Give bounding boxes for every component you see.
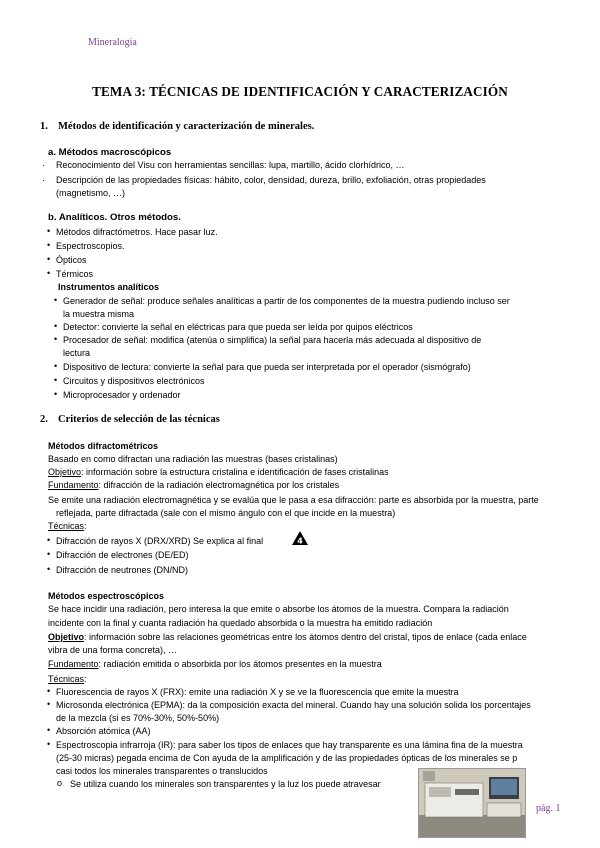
bullet-icon: • [54, 361, 58, 371]
list-item: Espectroscopia infrarroja (IR): para saber los tipos de enlaces que hay transparente es una lámina fina de la muestra [56, 740, 523, 750]
page-number: pág. 1 [536, 803, 561, 814]
circle-bullet-icon: o [57, 778, 63, 788]
list-item: Detector: convierte la señal en eléctricas para que pueda ser leída por quipos eléctricos [63, 322, 413, 332]
bullet-icon: • [47, 686, 51, 696]
bullet-icon: • [47, 240, 51, 250]
spectroscopic-objective [48, 631, 527, 644]
bullet-icon: • [47, 564, 51, 574]
list-item: Generador de señal: produce señales analíticas a partir de los componentes de la muestra pudiendo incluso ser [63, 296, 510, 306]
spectroscopic-objective-continued: vibra de una forma concreta), … [48, 645, 178, 655]
bullet-icon: • [47, 226, 51, 236]
section-2-number: 2. [40, 414, 48, 425]
list-item: Procesador de señal: modifica (atenúa o simplifica) la señal para hacerla más adecuada al dispositivo de [63, 335, 482, 345]
list-item: Espectroscopios. [56, 241, 125, 251]
list-item: Dispositivo de lectura: convierte la señal para que pueda ser interpretada por el operador (sismógrafo) [63, 362, 471, 372]
list-item-continued: lectura [63, 348, 91, 358]
bullet-icon: • [54, 321, 58, 331]
sub-list-item: Se utiliza cuando los minerales son transparentes y la luz los puede atravesar [70, 779, 381, 789]
list-item: Métodos difractómetros. Hace pasar luz. [56, 227, 218, 237]
bullet-icon: • [47, 699, 51, 709]
list-item: Fluorescencia de rayos X (FRX): emite una radiación X y se ve la fluorescencia que emite la muestra [56, 687, 459, 697]
spectroscopic-description: Se hace incidir una radiación, pero interesa la que emite o absorbe los átomos de la muestra. Compara la radiación [48, 604, 509, 614]
techniques-colon: : [84, 674, 87, 684]
list-item-continued: la muestra misma [63, 309, 135, 319]
section-2-heading [40, 414, 220, 425]
list-item: Circuitos y dispositivos electrónicos [63, 376, 205, 386]
list-item: Difracción de neutrones (DN/ND) [56, 565, 189, 575]
bullet-icon: • [47, 268, 51, 278]
techniques-label [48, 520, 87, 533]
diffraction-fundamentals [48, 479, 339, 492]
section-1-number: 1. [40, 121, 48, 132]
fundamentals-label: Fundamento [48, 480, 99, 490]
bullet-icon: • [47, 739, 51, 749]
spectroscopic-description-continued: incidente con la final y cuanta radiación ha quedado absorbida o la muestra ha emitido radiación [48, 618, 433, 628]
techniques-label-text: Técnicas [48, 521, 85, 531]
list-item: Difracción de rayos X (DRX/XRD) Se explica al final [56, 536, 264, 546]
bullet-icon: • [54, 375, 58, 385]
bullet-icon: • [47, 725, 51, 735]
list-item: Descripción de las propiedades físicas: hábito, color, densidad, dureza, brillo, exfoliación, otras propiedades [56, 175, 486, 185]
subsection-b-title: b. Analíticos. Otros métodos. [48, 212, 181, 223]
list-item: Térmicos [56, 269, 94, 279]
techniques-label [48, 673, 87, 686]
diffraction-objective [48, 466, 389, 479]
objective-text: : información sobre la estructura cristalina e identificación de fases cristalinas [81, 467, 389, 477]
fundamentals-text: : radiación emitida o absorbida por los átomos presentes en la muestra [98, 659, 382, 669]
spectrometer-image [419, 769, 525, 837]
bullet-icon: · [42, 160, 45, 170]
objective-label: Objetivo [48, 632, 85, 642]
list-item: Ópticos [56, 255, 87, 265]
bullet-icon: • [54, 334, 58, 344]
list-item-continued: (magnetismo, …) [56, 188, 126, 198]
section-2-title: Criterios de selección de las técnicas [58, 414, 220, 425]
bullet-icon: • [47, 535, 51, 545]
fundamentals-text: : difracción de la radiación electromagnética por los cristales [98, 480, 340, 490]
bullet-icon: • [54, 295, 58, 305]
list-item: Microprocesador y ordenador [63, 390, 181, 400]
diffraction-basis: Basado en como difractan una radiación las muestras (bases cristalinas) [48, 454, 338, 464]
spectroscopic-methods-title: Métodos espectroscópicos [48, 591, 165, 601]
diffraction-description: Se emite una radiación electromagnética y se evalúa que le pasa a esa difracción: parte es absorbida por la muestra, parte [48, 495, 539, 505]
list-item-continued: de la mezcla (si es 70%-30%, 50%-50%) [56, 713, 220, 723]
techniques-colon: : [84, 521, 87, 531]
document-header: Mineralogía [88, 37, 137, 48]
instruments-title: Instrumentos analíticos [58, 282, 160, 292]
subsection-a-title: a. Métodos macroscópicos [48, 147, 172, 158]
bullet-icon: • [47, 254, 51, 264]
svg-text:4: 4 [297, 536, 303, 546]
list-item: Difracción de electrones (DE/ED) [56, 550, 189, 560]
spectrometer-photo [418, 768, 526, 838]
list-item-continued: casi todos los minerales transparentes o translucidos [56, 766, 268, 776]
section-1-title: Métodos de identificación y caracterización de minerales. [58, 121, 315, 132]
list-item: Absorción atómica (AA) [56, 726, 151, 736]
page-title: TEMA 3: TÉCNICAS DE IDENTIFICACIÓN Y CARACTERIZACIÓN [92, 84, 508, 99]
bullet-icon: • [54, 389, 58, 399]
section-1-heading [40, 121, 314, 132]
diffraction-description-continued: reflejada, parte difractada (sale con el mismo ángulo con el que incide en la muestra) [56, 508, 396, 518]
objective-text: : información sobre las relaciones geométricas entre los átomos dentro del cristal, tipos de enlace (cada enlace [84, 632, 527, 642]
techniques-label-text: Técnicas [48, 674, 85, 684]
list-item: Microsonda electrónica (EPMA): da la composición exacta del mineral. Cuando hay una solución solida los porcentajes [56, 700, 531, 710]
list-item-continued: (25-30 micras) pegada encima de Con ayuda de la amplificación y de las propiedades ópticas de los minerales se p [56, 753, 518, 763]
bullet-icon: · [42, 175, 45, 185]
spectroscopic-fundamentals [48, 658, 382, 671]
diffraction-methods-title: Métodos difractométricos [48, 441, 159, 451]
fundamentals-label: Fundamento [48, 659, 99, 669]
list-item: Reconocimiento del Visu con herramientas sencillas: lupa, martillo, ácido clorhídrico, … [56, 160, 405, 170]
objective-label: Objetivo [48, 467, 82, 477]
bullet-icon: • [47, 549, 51, 559]
warning-icon [291, 530, 309, 546]
